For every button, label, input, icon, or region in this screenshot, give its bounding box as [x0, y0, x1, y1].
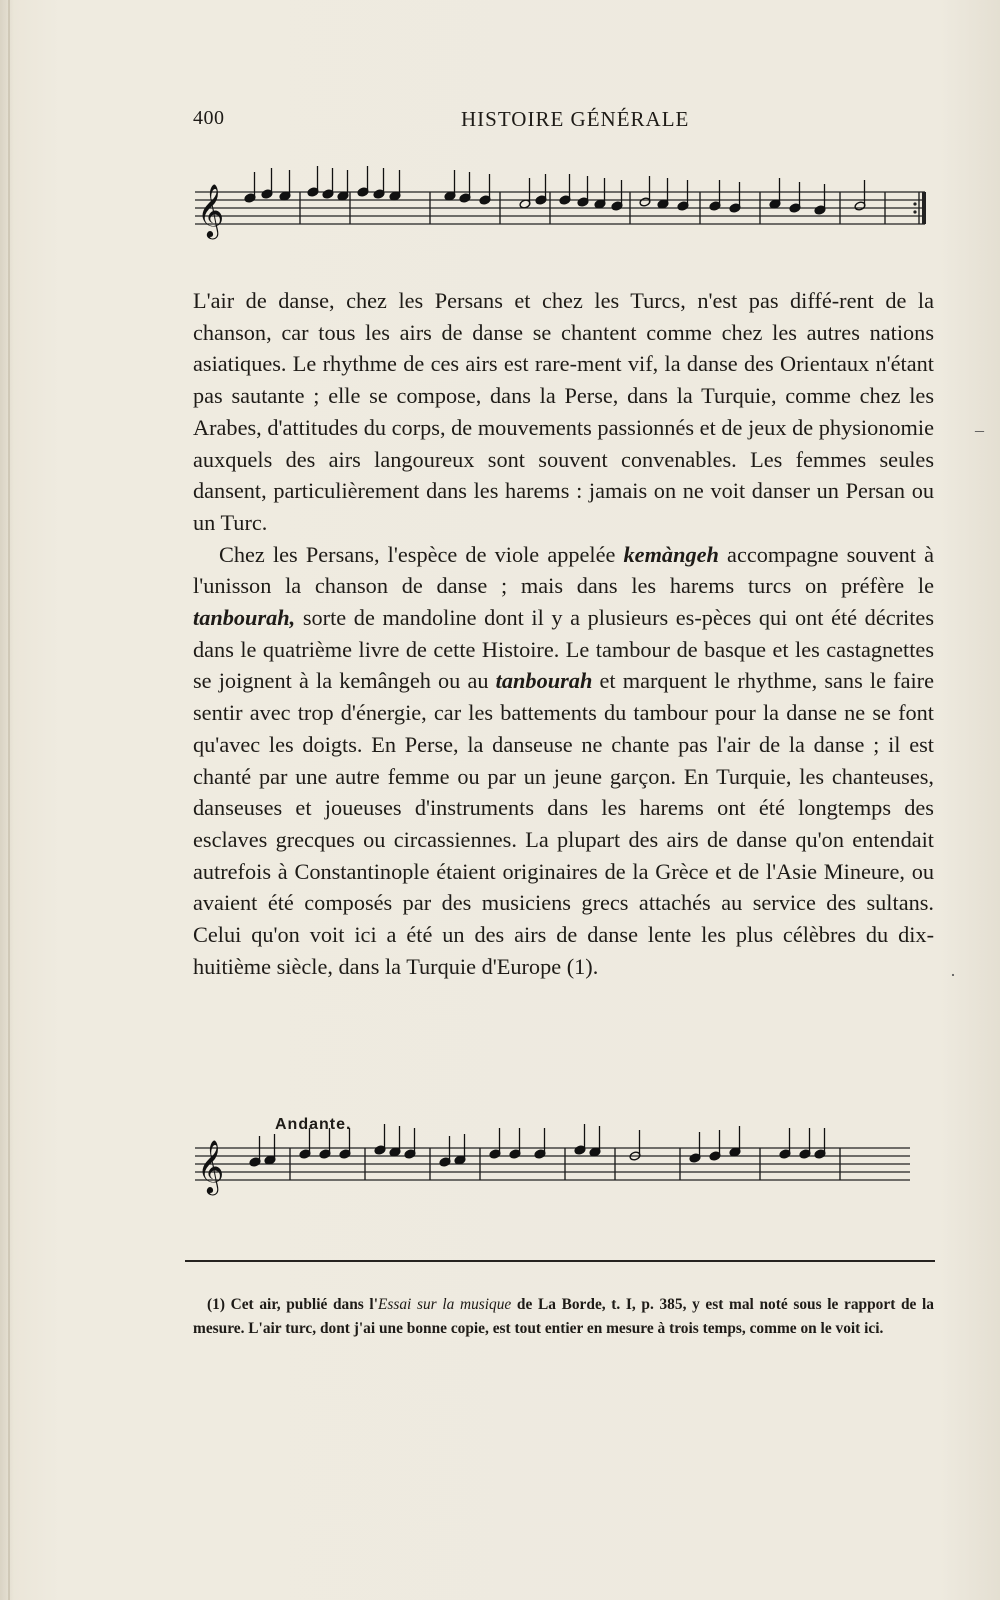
- paragraph-2-part-c: sorte de mandoline dont il y a plusieurs es-pèces qui ont été décrites dans le quatrième livre de cette Histoire. Le tambour de basque et les castagnettes se joignent à la kemângeh ou au: [193, 605, 934, 694]
- footnote: [193, 1293, 934, 1341]
- footnote-book-title: Essai sur la musique: [377, 1296, 512, 1313]
- term-tanbourah: tanbourah,: [193, 605, 296, 631]
- music-staff-andante: [195, 1116, 940, 1210]
- page-number: 400: [193, 107, 225, 129]
- paragraph-2-part-a: Chez les Persans, l'espèce de viole appelée: [219, 541, 624, 567]
- margin-dash: –: [975, 420, 984, 440]
- repeat-dot: [913, 202, 916, 205]
- term-tanbourah-2: tanbourah: [495, 668, 593, 694]
- footnote-text-a: Cet air, publié dans l': [224, 1296, 378, 1313]
- term-kemangeh: kemàngeh: [623, 541, 719, 567]
- page-edge: [8, 0, 10, 1600]
- body-text: [193, 285, 934, 982]
- running-title: HISTOIRE GÉNÉRALE: [461, 107, 690, 131]
- treble-clef-icon: 𝄞: [197, 183, 225, 237]
- music-notation-top: [195, 162, 940, 252]
- repeat-dot: [913, 210, 916, 213]
- paragraph-1: L'air de danse, chez les Persans et chez les Turcs, n'est pas diffé-rent de la chanson, car tous les airs de danse se chantent comme chez les autres nations asiatiques. Le rhythme de ces airs est rare-ment vif, la danse des Orientaux n'étant pas sautante ; elle se compose, dans la Perse, dans la Turquie, comme chez les Arabes, d'attitudes du corps, de mouvements passionnés et de jeux de physionomie auxquels des airs langoureux sont souvent convenables. Les femmes seules dansent, particulièrement dans les harems : jamais on ne voit danser un Persan ou un Turc.: [193, 288, 934, 535]
- treble-clef-icon: 𝄞: [197, 1139, 225, 1193]
- page-header: [193, 107, 933, 137]
- final-bar-line: [922, 192, 926, 224]
- footnote-text-b: de La Borde, t. I, p. 385, y est mal noté sous le rapport de la mesure. L'air turc, dont j'ai une bonne copie, est tout entier en mesure à trois temps, comme on le voit ici.: [193, 1296, 934, 1337]
- footnote-marker: (1): [207, 1296, 225, 1313]
- paragraph-2: [193, 539, 934, 983]
- paragraph-2-part-d: et marquent le rhythme, sans le faire sentir avec trop d'énergie, car les battements du tambour pour la danse ne se font qu'avec les doigts. En Perse, la danseuse ne chante pas l'air de la danse ; il est chanté par une autre femme ou par un jeune garçon. En Turquie, les chanteuses, danseuses et joueuses d'instruments dans les harems ont été longtemps des esclaves grecques ou circassiennes. La plupart des airs de danse qu'on entendait autrefois à Constantinople étaient originaires de la Grèce et de l'Asie Mineure, ou avaient été composés par des musiciens grecs attachés au service des sultans. Celui qu'on voit ici a été un des airs de danse lente les plus célèbres du dix-huitième siècle, dans la Turquie d'Europe (1).: [193, 668, 934, 979]
- paragraph-2-part-b: accompagne souvent à l'unisson la chanson de danse ; mais dans les harems turcs on préfère le: [193, 541, 934, 599]
- music-staff-top: [195, 162, 940, 252]
- margin-dot: ·: [950, 965, 956, 985]
- tempo-marking: Andante.: [275, 1116, 352, 1133]
- footnote-rule: [185, 1260, 935, 1262]
